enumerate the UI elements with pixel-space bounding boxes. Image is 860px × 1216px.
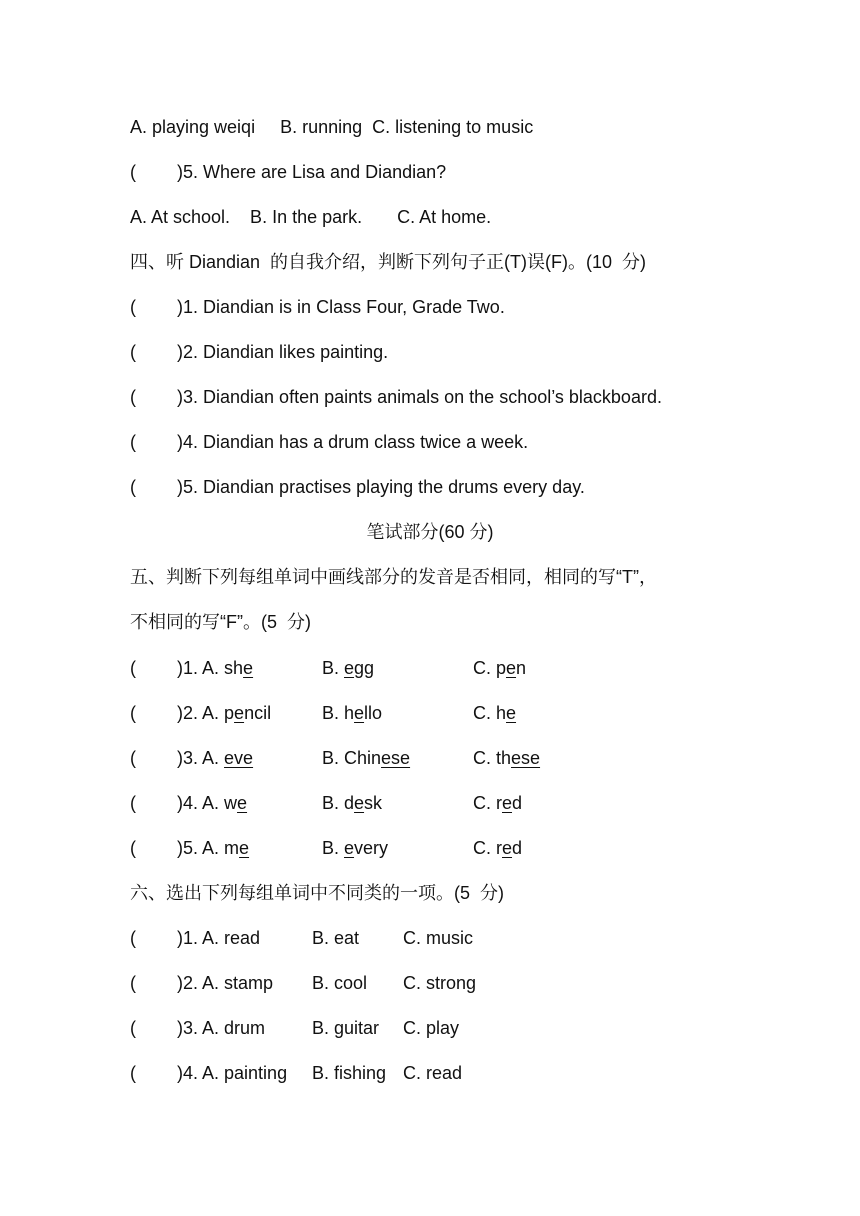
underlined-letters: e xyxy=(344,838,355,858)
section5-heading-line2 xyxy=(130,610,311,634)
option-b: B. Chinese xyxy=(322,748,411,768)
option-a: )3. A. eve xyxy=(177,748,254,768)
option-c: C. music xyxy=(403,928,474,948)
option-a: )1. A. read xyxy=(177,928,261,948)
underlined-letters: e xyxy=(234,703,245,723)
option-b: B. every xyxy=(322,838,389,858)
answer-bracket[interactable]: ( xyxy=(130,838,136,858)
answer-bracket[interactable]: ( xyxy=(130,973,136,993)
underlined-letters: eve xyxy=(224,748,254,768)
underlined-letters: e xyxy=(237,793,248,813)
underlined-letters: ese xyxy=(381,748,411,768)
answer-bracket[interactable]: ( xyxy=(130,162,136,182)
statement-text: )2. Diandian likes painting. xyxy=(177,342,389,362)
option-a: )2. A. stamp xyxy=(177,973,274,993)
answer-bracket[interactable]: ( xyxy=(130,432,136,452)
section-heading: 六、选出下列每组单词中不同类的一项。(5 分) xyxy=(130,883,504,903)
option-c: C. these xyxy=(473,748,541,768)
q5-options-text: A. At school. B. In the park. C. At home. xyxy=(130,207,492,227)
statement-text: )5. Diandian practises playing the drums every day. xyxy=(177,477,585,497)
option-c: C. he xyxy=(473,703,517,723)
option-c: C. strong xyxy=(403,973,477,993)
section6-heading xyxy=(130,881,504,905)
answer-bracket[interactable]: ( xyxy=(130,477,136,497)
option-a: )2. A. pencil xyxy=(177,703,272,723)
answer-bracket[interactable]: ( xyxy=(130,1063,136,1083)
underlined-letters: e xyxy=(344,658,355,678)
part-title: 笔试部分(60 分) xyxy=(366,522,494,542)
answer-bracket[interactable]: ( xyxy=(130,387,136,407)
underlined-letters: e xyxy=(354,703,365,723)
answer-bracket[interactable]: ( xyxy=(130,793,136,813)
option-a: )5. A. me xyxy=(177,838,250,858)
option-c: C. play xyxy=(403,1018,460,1038)
option-c: C. pen xyxy=(473,658,527,678)
option-c: C. read xyxy=(403,1063,463,1083)
underlined-letters: ese xyxy=(511,748,541,768)
section-heading-cont: 不相同的写“F”。(5 分) xyxy=(130,612,311,632)
underlined-letters: e xyxy=(502,793,513,813)
section-heading: 五、判断下列每组单词中画线部分的发音是否相同，相同的写“T”， xyxy=(130,567,657,587)
option-a: )4. A. painting xyxy=(177,1063,288,1083)
option-c: C. red xyxy=(473,838,523,858)
underlined-letters: e xyxy=(506,658,517,678)
underlined-letters: e xyxy=(239,838,250,858)
section4-heading xyxy=(130,250,646,274)
answer-bracket[interactable]: ( xyxy=(130,297,136,317)
answer-bracket[interactable]: ( xyxy=(130,703,136,723)
option-b: B. fishing xyxy=(312,1063,387,1083)
q4-options xyxy=(130,115,533,139)
underlined-letters: e xyxy=(243,658,254,678)
option-c: C. red xyxy=(473,793,523,813)
section-heading: 四、听 Diandian 的自我介绍，判断下列句子正(T)误(F)。(10 分) xyxy=(130,252,647,272)
option-b: B. egg xyxy=(322,658,375,678)
statement-text: )3. Diandian often paints animals on the school’s blackboard. xyxy=(177,387,662,407)
option-a: )3. A. drum xyxy=(177,1018,266,1038)
statement-text: )4. Diandian has a drum class twice a week. xyxy=(177,432,529,452)
option-b: B. desk xyxy=(322,793,383,813)
section5-heading-line1 xyxy=(130,565,657,589)
answer-bracket[interactable]: ( xyxy=(130,928,136,948)
written-part-title xyxy=(0,520,860,544)
underlined-letters: e xyxy=(502,838,513,858)
option-b: B. guitar xyxy=(312,1018,380,1038)
answer-bracket[interactable]: ( xyxy=(130,748,136,768)
option-b: B. eat xyxy=(312,928,360,948)
answer-bracket[interactable]: ( xyxy=(130,658,136,678)
option-a: )4. A. we xyxy=(177,793,248,813)
q4-options-text: A. playing weiqi B. running C. listening to music xyxy=(130,117,534,137)
option-b: B. hello xyxy=(322,703,383,723)
option-a: )1. A. she xyxy=(177,658,254,678)
answer-bracket[interactable]: ( xyxy=(130,1018,136,1038)
underlined-letters: e xyxy=(354,793,365,813)
question-text: )5. Where are Lisa and Diandian? xyxy=(177,162,447,182)
option-b: B. cool xyxy=(312,973,368,993)
statement-text: )1. Diandian is in Class Four, Grade Two. xyxy=(177,297,505,317)
underlined-letters: e xyxy=(506,703,517,723)
q5-options xyxy=(130,205,491,229)
answer-bracket[interactable]: ( xyxy=(130,342,136,362)
